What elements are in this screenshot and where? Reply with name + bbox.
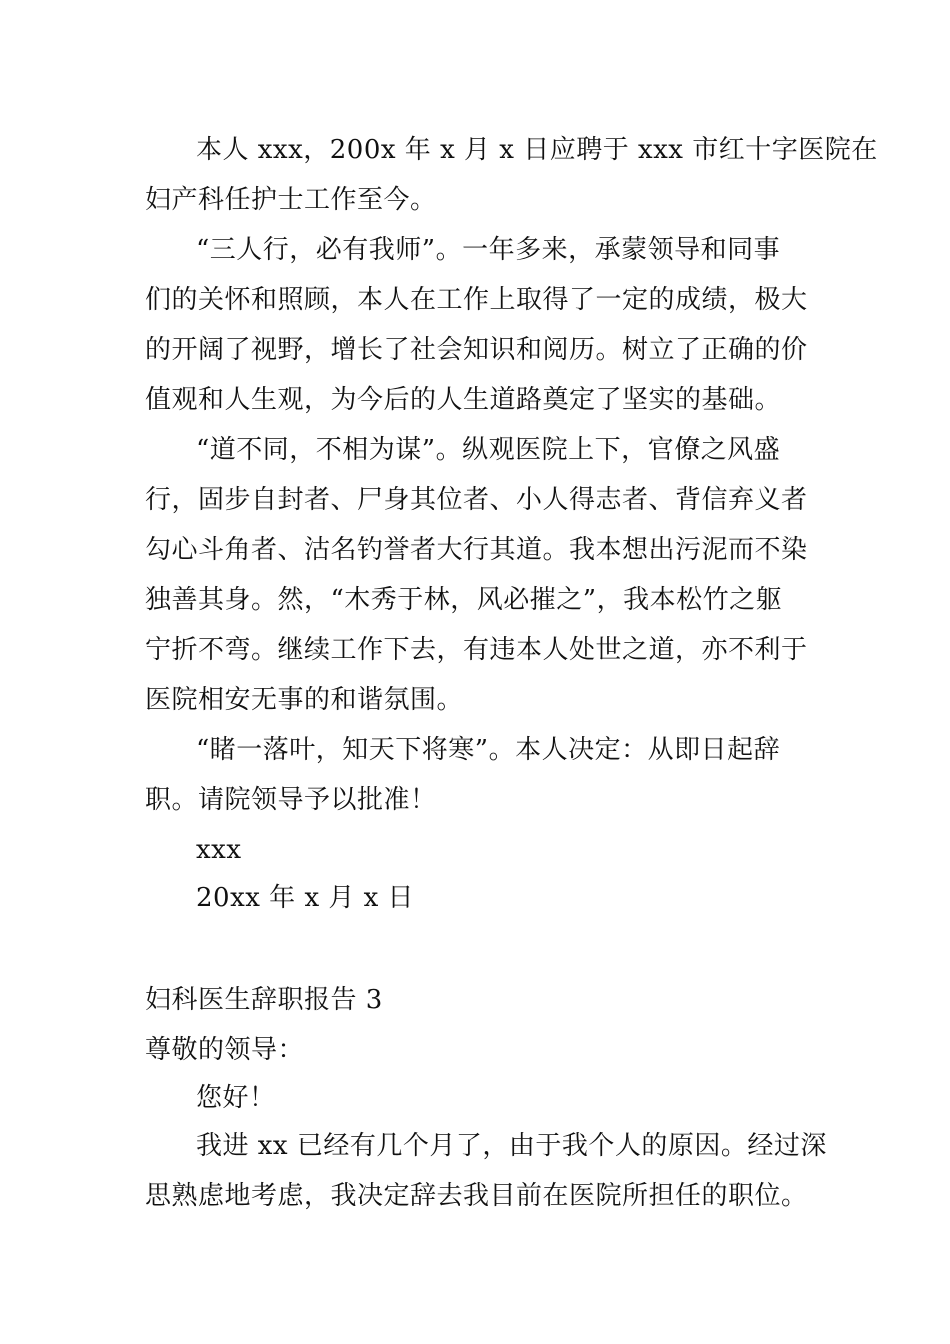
signature-date: 20xx 年 x 月 x 日 xyxy=(196,883,415,913)
paragraph-2-line-1: “三人行，必有我师”。一年多来，承蒙领导和同事 xyxy=(196,235,781,265)
signature-name: xxx xyxy=(196,835,242,865)
paragraph-3-line-4: 独善其身。然，“木秀于林，风必摧之”，我本松竹之躯 xyxy=(145,585,783,615)
section-title: 妇科医生辞职报告 3 xyxy=(145,985,383,1015)
paragraph-3-line-1: “道不同，不相为谋”。纵观医院上下，官僚之风盛 xyxy=(196,435,781,465)
paragraph-4-line-1: “睹一落叶，知天下将寒”。本人决定：从即日起辞 xyxy=(196,735,781,765)
paragraph-1-line-1: 本人 xxx，200x 年 x 月 x 日应聘于 xxx 市红十字医院在 xyxy=(196,135,878,165)
greeting: 您好！ xyxy=(196,1083,276,1113)
paragraph-2-line-2: 们的关怀和照顾，本人在工作上取得了一定的成绩，极大 xyxy=(145,285,808,315)
paragraph-2-line-3: 的开阔了视野，增长了社会知识和阅历。树立了正确的价 xyxy=(145,335,808,365)
paragraph-3-line-5: 宁折不弯。继续工作下去，有违本人处世之道，亦不利于 xyxy=(145,635,808,665)
paragraph-5-line-2: 思熟虑地考虑，我决定辞去我目前在医院所担任的职位。 xyxy=(145,1181,808,1211)
salutation: 尊敬的领导： xyxy=(145,1035,305,1065)
paragraph-2-line-4: 值观和人生观，为今后的人生道路奠定了坚实的基础。 xyxy=(145,385,782,415)
paragraph-3-line-6: 医院相安无事的和谐氛围。 xyxy=(145,685,464,715)
paragraph-5-line-1: 我进 xx 已经有几个月了，由于我个人的原因。经过深 xyxy=(196,1131,827,1161)
paragraph-4-line-2: 职。请院领导予以批准！ xyxy=(145,785,437,815)
paragraph-1-line-2: 妇产科任护士工作至今。 xyxy=(145,185,437,215)
paragraph-3-line-3: 勾心斗角者、沽名钓誉者大行其道。我本想出污泥而不染 xyxy=(145,535,808,565)
paragraph-3-line-2: 行，固步自封者、尸身其位者、小人得志者、背信弃义者 xyxy=(145,485,808,515)
